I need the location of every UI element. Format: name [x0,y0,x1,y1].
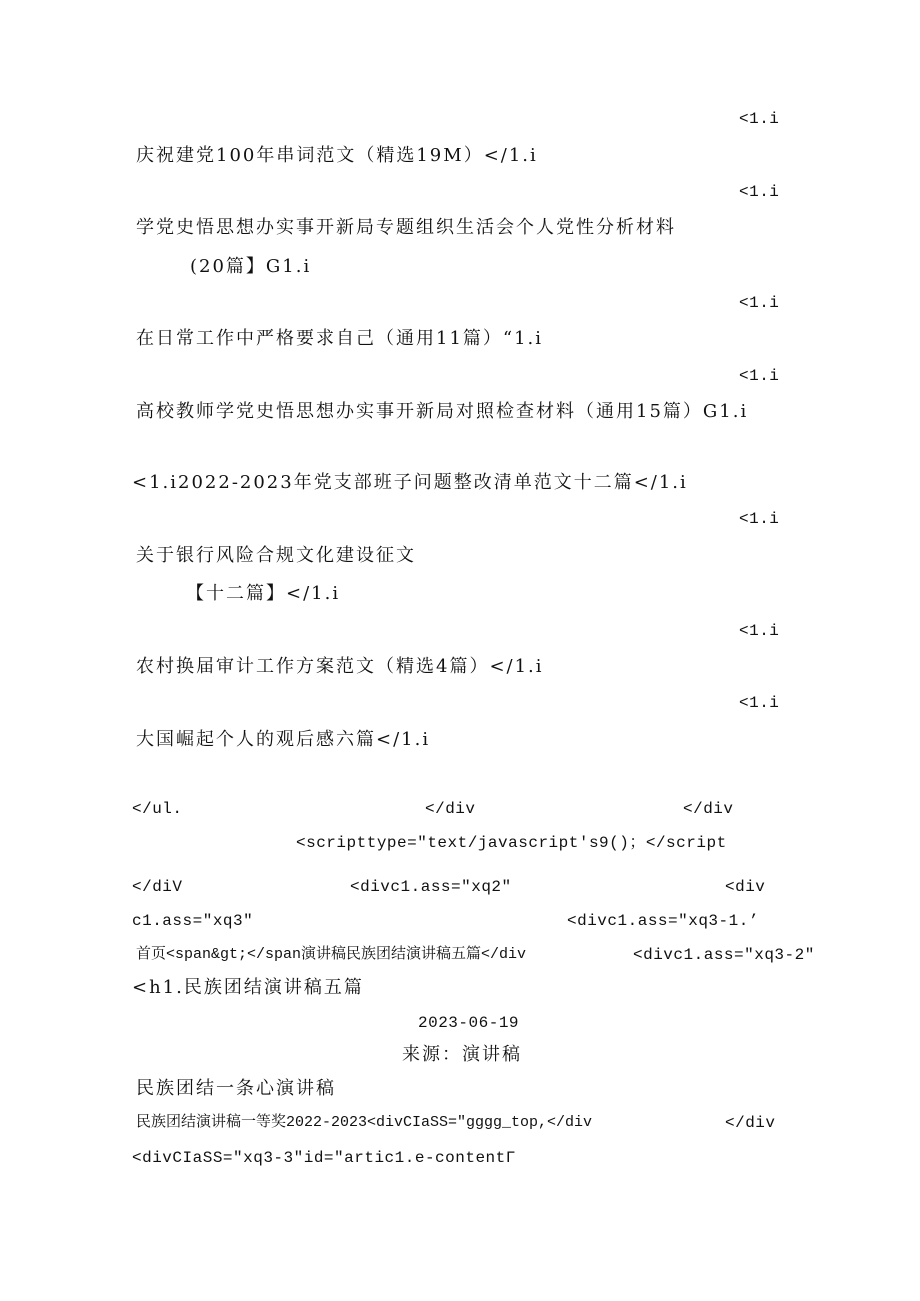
text-line: <1.i [739,110,780,128]
text-line: (20篇】G1.i [190,256,312,277]
article-link[interactable]: <1.i2022-2023年党支部班子问题整改清单范文十二篇</1.i [132,472,688,493]
article-link[interactable]: 高校教师学党史悟思想办实事开新局对照检查材料（通用15篇）G1.i [136,401,749,422]
code-fragment: <divc1.ass="xq2″ [350,878,512,896]
code-fragment: </ul. [132,800,183,818]
article-heading: 民族团结一条心演讲稿 [136,1078,336,1099]
text-line: <1.i [739,510,780,528]
page-title: <h1.民族团结演讲稿五篇 [132,977,364,998]
article-link[interactable]: 关于银行风险合规文化建设征文 [136,545,416,566]
text-line: <1.i [739,367,780,385]
code-fragment: <divc1.ass="xq3-1.’ [567,912,759,930]
code-fragment: c1.ass="xq3″ [132,912,254,930]
code-fragment: <div [725,878,766,896]
article-link[interactable]: 大国崛起个人的观后感六篇</1.i [136,729,431,750]
code-fragment: <divc1.ass="xq3-2″ [633,946,815,964]
article-line: 民族团结演讲稿一等奖2022-2023<divCIaSS="gggg_top,</div [136,1114,593,1131]
text-line: <1.i [739,183,780,201]
code-fragment: </diV [132,878,183,896]
text-line: <1.i [739,294,780,312]
code-fragment: </div [725,1114,776,1132]
breadcrumb: 首页<span&gt;</span演讲稿民族团结演讲稿五篇</div [136,946,527,963]
article-link[interactable]: 庆祝建党100年串词范文（精选19M）</1.i [136,145,538,166]
code-fragment: <scripttype="text/javascript's9()；</script [296,834,727,852]
code-fragment: </div [425,800,476,818]
code-fragment: <divCIaSS="xq3-3″id="artic1.e-contentΓ [132,1149,516,1167]
text-line: 【十二篇】</1.i [186,583,341,604]
publish-date: 2023-06-19 [418,1014,520,1032]
text-line: <1.i [739,694,780,712]
article-link[interactable]: 农村换届审计工作方案范文（精选4篇）</1.i [136,656,544,677]
source-label: 来源：演讲稿 [402,1044,522,1065]
text-line: <1.i [739,622,780,640]
article-link[interactable]: 学党史悟思想办实事开新局专题组织生活会个人党性分析材料 [136,217,676,238]
article-link[interactable]: 在日常工作中严格要求自己（通用11篇）“1.i [136,328,544,349]
code-fragment: </div [683,800,734,818]
